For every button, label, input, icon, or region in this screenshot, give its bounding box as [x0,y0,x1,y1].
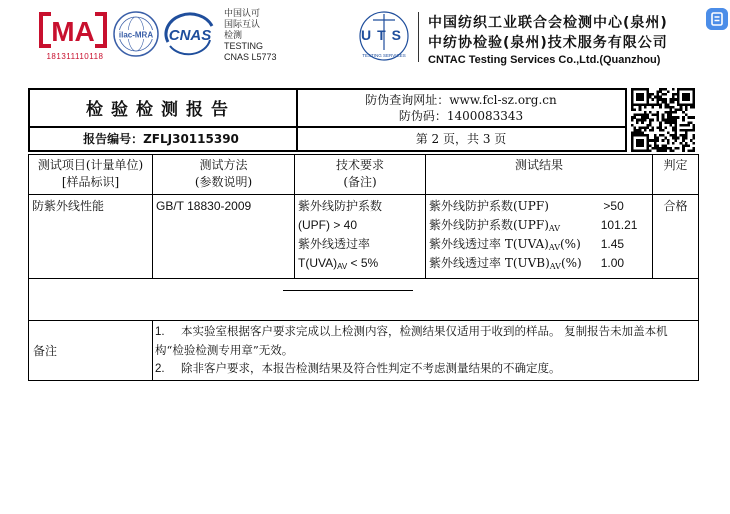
header-text: [样品标识] [61,175,120,189]
anti-counterfeit-code: 防伪码：1400083343 [398,109,524,123]
org-name-line-2: 中纺协检验(泉州)技术服务有限公司 [428,35,668,51]
side-panel-toggle-icon[interactable] [706,8,728,30]
header-text: (参数说明) [194,175,253,189]
end-of-results-line [283,290,413,291]
cnas-text-line: 国际互认 [224,19,261,29]
result-line: 紫外线防护系数$(UPF)_{AV}$ 101.21 [429,218,638,233]
header-text: (备注) [343,175,377,189]
table-row [29,195,699,279]
result-line: 紫外线透过率 $T(UVB)_{AV}(\%)$ 1.00 [429,256,625,271]
header-divider [418,12,419,62]
result-line: 紫外线透过率 $T(UVA)_{AV}(\%)$ 1.45 [429,237,625,252]
notes-cell [153,321,699,381]
organization-name-block [428,12,668,66]
ma-certificate-number: 181311110118 [46,52,104,61]
svg-text:TESTING SERVICES: TESTING SERVICES [362,53,406,58]
header-technical-requirement [295,155,426,195]
blank-cell [29,279,699,321]
header-text: 测试项目(计量单位) [37,158,144,172]
org-name-english: CNTAC Testing Services Co.,Ltd.(Quanzhou) [428,54,661,66]
requirement-line: $T(UVA)_{AV} < 5\%$ [298,256,379,271]
uts-testing-services-logo [355,10,413,66]
header-text: 测试结果 [514,158,563,172]
header-text: 技术要求 [335,158,384,172]
cnas-accreditation-text [224,8,277,63]
notes-label: 备注 [29,321,153,381]
svg-text:MA: MA [51,16,95,47]
report-title: 检验检测报告 [86,99,236,120]
cnas-text-line: 中国认可 [224,8,261,18]
header-text: 判定 [663,158,688,172]
page-indicator: 第 2 页，共 3 页 [415,131,507,146]
cnas-logo [162,12,218,56]
ilac-mra-logo [112,10,160,58]
test-method-cell: GB/T 18830-2009 [153,195,295,279]
result-line: 紫外线防护系数(UPF) >50 [429,199,624,213]
result-cell [426,195,653,279]
query-website: 防伪查询网址：www.fcl-sz.org.cn [365,93,557,107]
ma-logo [37,10,109,50]
note-item: 2. 除非客户要求，本报告检测结果及符合性判定不考虑测量结果的不确定度。 [155,361,561,375]
svg-text:UTS: UTS [361,27,407,43]
header-test-item [29,155,153,195]
requirement-cell [295,195,426,279]
cnas-text-line: TESTING [224,41,264,51]
blank-row [29,279,699,321]
org-name-line-1: 中国纺织工业联合会检测中心(泉州) [428,15,668,31]
requirement-line: 紫外线防护系数 [298,199,383,213]
judgement-cell: 合格 [653,195,699,279]
report-number: 报告编号：ZFLJ30115390 [83,131,239,146]
test-item-cell: 防紫外线性能 [29,195,153,279]
qr-code-icon [631,88,695,152]
note-item: 1. 本实验室根据客户要求完成以上检测内容，检测结果仅适用于收到的样品。 复制报告未加盖本机构“检验检测专用章”无效。 [155,324,668,357]
requirement-line: 紫外线透过率 [298,237,371,251]
cnas-text-line: 检测 [224,30,243,40]
requirement-line: (UPF) > 40 [298,218,358,232]
test-results-table [28,154,699,381]
header-judgement [653,155,699,195]
table-header-row [29,155,699,195]
svg-text:CNAS: CNAS [168,27,212,44]
header-test-result [426,155,653,195]
header-text: 测试方法 [199,158,248,172]
notes-row [29,321,699,381]
cnas-text-line: CNAS L5773 [224,52,277,62]
svg-text:ilac-MRA: ilac-MRA [118,30,154,40]
header-test-method [153,155,295,195]
